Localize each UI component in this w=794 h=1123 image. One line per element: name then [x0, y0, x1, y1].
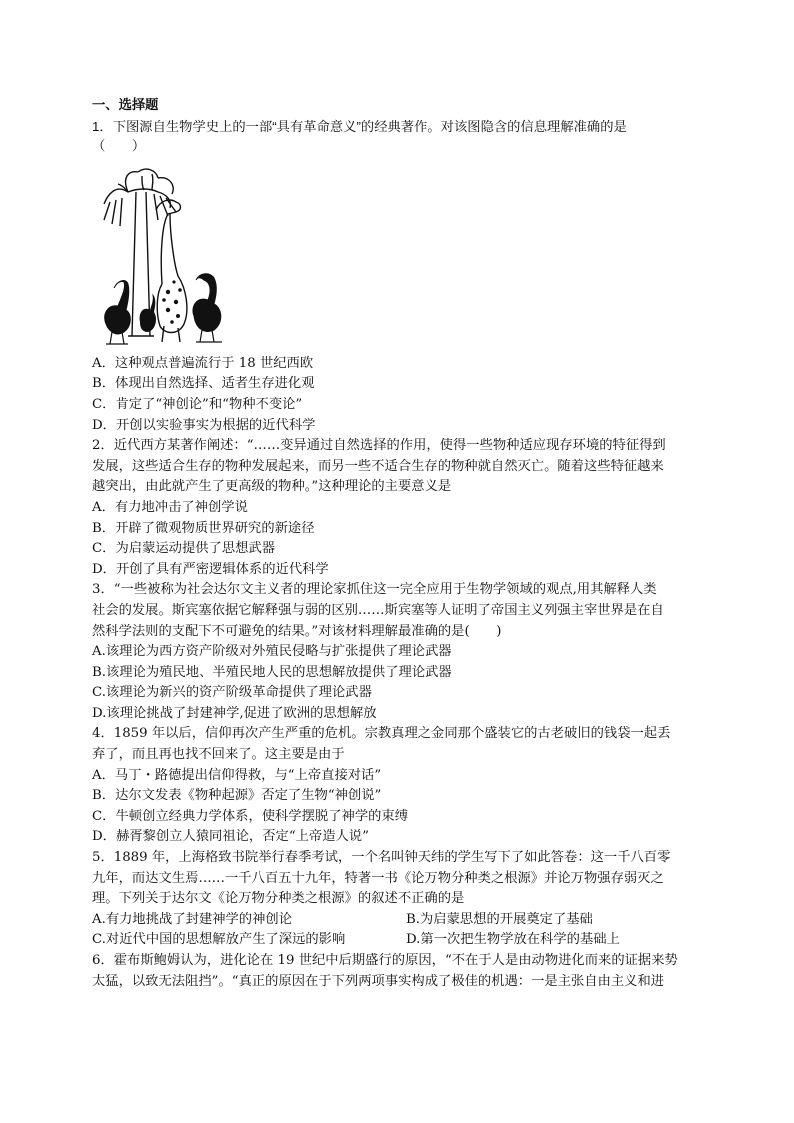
option-a: A.有力地挑战了封建神学的神创论	[92, 911, 292, 927]
options-row	[92, 910, 702, 931]
question-1	[92, 117, 702, 437]
question-stem-line: 弃了，而且再也找不回来了。这主要是由于	[92, 747, 345, 763]
option-a: A．马丁・路德提出信仰得救，与“上帝直接对话”	[92, 767, 382, 783]
question-stem-line: 然科学法则的支配下不可避免的结果。”对该材料理解最准确的是( )	[92, 623, 502, 639]
tree-and-animals-illustration	[98, 164, 248, 350]
section-title: 一、选择题	[92, 98, 159, 113]
evolution-illustration	[98, 164, 248, 350]
option-a: A.该理论为西方资产阶级对外殖民侵略与扩张提供了理论武器	[92, 644, 452, 660]
question-4	[92, 724, 702, 848]
question-stem-line: 6．霍布斯鲍姆认为，进化论在 19 世纪中后期盛行的原因，“不在于人是由动物进化而来的证据来势	[92, 953, 678, 968]
question-stem-line: 3．“一些被称为社会达尔文主义者的理论家抓住这一完全应用于生物学领域的观点,用其解释人类	[92, 582, 657, 598]
option-c: C．为启蒙运动提供了思想武器	[92, 541, 276, 557]
option-d: D.第一次把生物学放在科学的基础上	[406, 932, 620, 948]
option-b: B．体现出自然选择、适者生存进化观	[92, 376, 315, 392]
option-b: B．达尔文发表《物种起源》否定了生物“神创说”	[92, 788, 382, 804]
question-stem-line: （ ）	[92, 139, 146, 155]
question-stem-line: 太猛，以致无法阻挡”。“真正的原因在于下列两项事实构成了极佳的机遇：一是主张自由主义和进	[92, 973, 665, 989]
exam-content	[92, 96, 702, 992]
question-5	[92, 848, 702, 951]
option-c: C．牛顿创立经典力学体系，使科学摆脱了神学的束缚	[92, 808, 409, 824]
option-b: B.该理论为殖民地、半殖民地人民的思想解放提供了理论武器	[92, 664, 452, 680]
question-2	[92, 436, 702, 580]
option-a: A．有力地冲击了神创学说	[92, 499, 248, 515]
option-c: C.该理论为新兴的资产阶级革命提供了理论武器	[92, 685, 372, 701]
question-stem-line: 发展，这些适合生存的物种发展起来，而另一些不适合生存的物种就自然灭亡。随着这些特征越来	[92, 458, 664, 474]
option-d: D．开创了具有严密逻辑体系的近代科学	[92, 561, 329, 577]
option-d: D.该理论挑战了封建神学,促进了欧洲的思想解放	[92, 705, 377, 721]
question-stem-line: 理。下列关于达尔文《论万物分种类之根源》的叙述不正确的是	[92, 891, 465, 907]
option-c: C.对近代中国的思想解放产生了深远的影响	[92, 932, 346, 948]
option-d: D．开创以实验事实为根据的近代科学	[92, 417, 316, 433]
question-stem-line: 社会的发展。斯宾塞依据它解释强与弱的区别……斯宾塞等人证明了帝国主义列强主宰世界是在自	[92, 602, 664, 618]
options-row	[92, 930, 702, 951]
question-stem-line: 4．1859 年以后，信仰再次产生严重的危机。宗教真理之金同那个盛装它的古老破旧的钱袋一起丢	[92, 726, 671, 742]
question-stem-line: 越突出，由此就产生了更高级的物种。”这种理论的主要意义是	[92, 479, 452, 495]
option-c: C．肯定了“神创论”和“物种不变论”	[92, 396, 303, 412]
question-stem-line: 1．下图源自生物学史上的一部“具有革命意义”的经典著作。对该图隐含的信息理解准确的是	[92, 118, 627, 134]
option-b: B．开辟了微观物质世界研究的新途径	[92, 520, 315, 536]
question-6	[92, 951, 702, 992]
option-a: A．这种观点普遍流行于 18 世纪西欧	[92, 355, 314, 371]
option-d: D．赫胥黎创立人猿同祖论，否定“上帝造人说”	[92, 829, 369, 845]
option-b: B.为启蒙思想的开展奠定了基础	[406, 911, 593, 927]
question-stem-line: 5．1889 年，上海格致书院举行春季考试，一个名叫钟天纬的学生写下了如此答卷：这一千八百零	[92, 850, 671, 866]
question-stem-line: 九年，而达文生焉……一千八百五十九年，特著一书《论万物分种类之根源》并论万物强存弱灭之	[92, 870, 664, 886]
question-stem-line: 2．近代西方某著作阐述：“……变异通过自然选择的作用，使得一些物种适应现存环境的特征得到	[92, 438, 666, 454]
question-3	[92, 580, 702, 724]
